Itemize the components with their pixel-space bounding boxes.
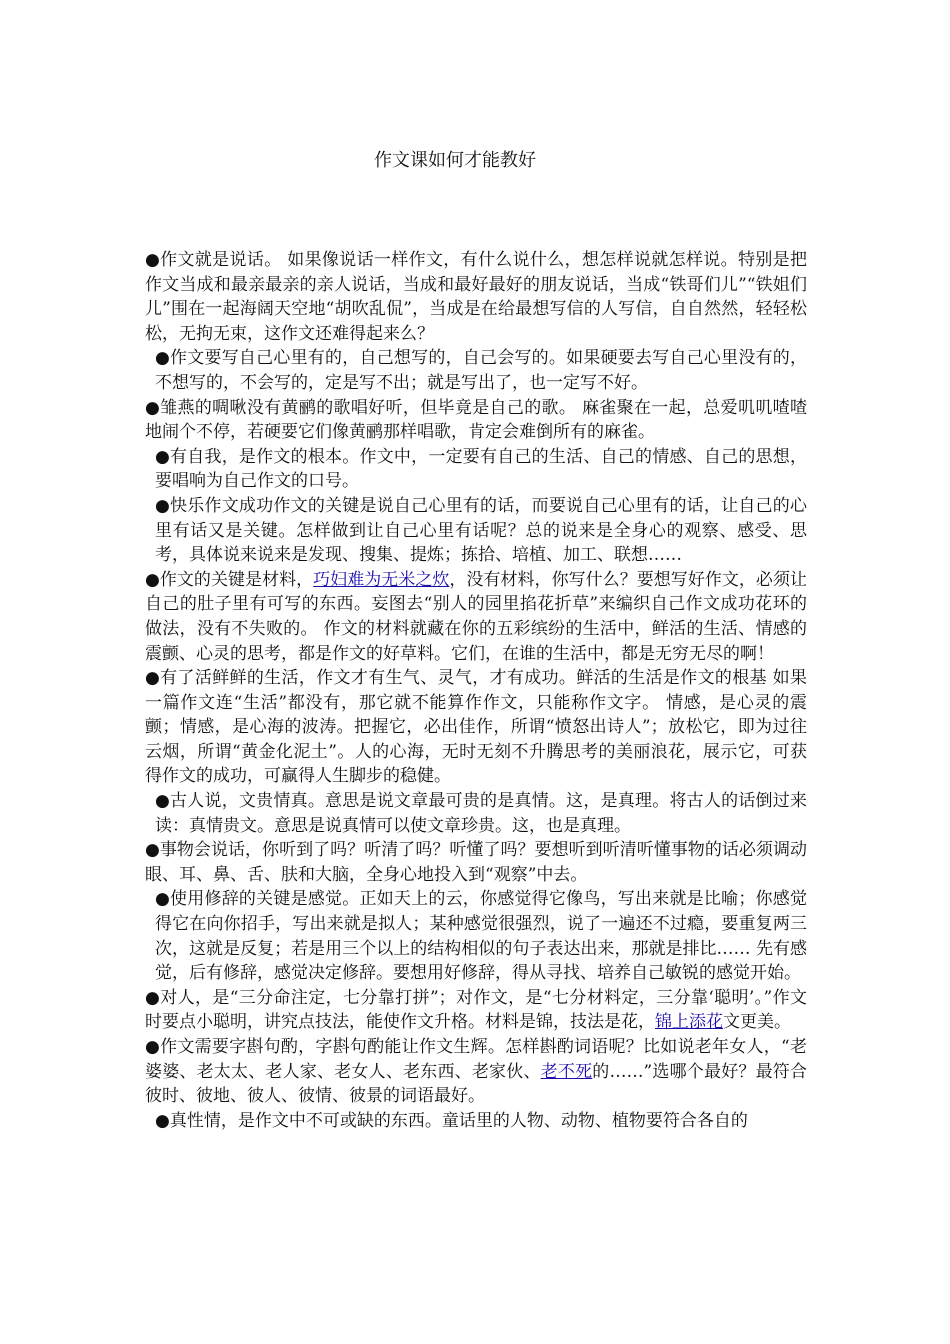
paragraph-12: [145, 1035, 807, 1109]
paragraph-3: ●雏燕的啁啾没有黄鹂的歌唱好听，但毕竟是自己的歌。 麻雀聚在一起，总爱叽叽喳喳地闹个不停，若硬要它们像黄鹂那样唱歌，肯定会难倒所有的麻雀。: [145, 397, 807, 443]
idiom-link-jinshang[interactable]: 锦上添花: [655, 1012, 723, 1033]
paragraph-13: ●真性情，是作文中不可或缺的东西。童话里的人物、动物、植物要符合各自的: [155, 1110, 748, 1131]
paragraph-7: ●有了活鲜鲜的生活，作文才有生气、灵气，才有成功。鲜活的生活是作文的根基 如果一篇作文连“生活”都没有，那它就不能算作作文，只能称作文字。 情感，是心灵的震颤；情感，是心海的波涛。把握它，必出佳作，所谓“愤怒出诗人”；放松它，即为过往云烟，所谓“黄金化泥土”。人的心海，无时无刻不升腾思考的美丽浪花，展示它，可获得作文的成功，可赢得人生脚步的稳健。: [145, 668, 807, 787]
paragraph-11: [145, 986, 807, 1035]
idiom-link-qiaofu[interactable]: 巧妇难为无米之炊: [313, 569, 450, 590]
paragraph-6-pre: ●作文的关键是材料，: [145, 569, 314, 590]
paragraph-2: ●作文要写自己心里有的，自己想写的，自己会写的。如果硬要去写自己心里没有的，不想写的，不会写的，定是写不出；就是写出了，也一定写不好。: [155, 348, 807, 393]
paragraph-12-pre: ●作文需要字斟句酌，字斟句酌能让作文生辉。怎样斟酌词语呢？比如说老年女人，“老婆婆、老太太、老人家、老女人、老东西、老家伙、: [145, 1037, 807, 1082]
paragraph-11-pre: ●对人，是“三分命注定，七分靠打拼”；对作文，是“七分材料定，三分靠‘聪明’。”作文时要点小聪明，讲究点技法，能使作文升格。材料是锦，技法是花，: [145, 987, 807, 1033]
paragraph-8: ●古人说，文贵情真。意思是说文章最可贵的是真情。这，是真理。将古人的话倒过来读：真情贵文。意思是说真情可以使文章珍贵。这，也是真理。: [155, 791, 807, 836]
paragraph-5: ●快乐作文成功作文的关键是说自己心里有的话，而要说自己心里有的话，让自己的心里有话又是关键。怎样做到让自己心里有话呢？总的说来是全身心的观察、感受、思考，具体说来说来是发现、搜集、提炼；拣拾、培植、加工、联想……: [155, 495, 807, 566]
paragraph-10: ●使用修辞的关键是感觉。正如天上的云，你感觉得它像鸟，写出来就是比喻；你感觉得它在向你招手，写出来就是拟人；某种感觉很强烈，说了一遍还不过瘾，要重复两三次，这就是反复；若是用三个以上的结构相似的句子表达出来，那就是排比…… 先有感觉，后有修辞，感觉决定修辞。要想用好修辞，得从寻找、培养自己敏锐的感觉开始。: [155, 889, 807, 984]
paragraph-11-post: 文更美。: [723, 1012, 791, 1033]
paragraph-6: [145, 568, 807, 666]
word-link-laobusi[interactable]: 老不死: [540, 1061, 593, 1082]
paragraph-6-post: ，没有材料，你写什么？要想写好作文，必须让自己的肚子里有可写的东西。妄图去“别人的园里掐花折草”来编织自己作文成功花环的做法，没有不失败的。 作文的材料就藏在你的五彩缤纷的生活中，鲜活的生活、情感的震颤、心灵的思考，都是作文的好草料。它们，在谁的生活中，都是无穷无尽的啊！: [145, 569, 807, 664]
document-title: 作文课如何才能教好: [374, 150, 536, 171]
paragraph-4: ●有自我，是作文的根本。作文中，一定要有自己的生活、自己的情感、自己的思想，要唱响为自己作文的口号。: [155, 446, 807, 492]
document-body: [145, 248, 807, 1133]
paragraph-12-post: 的……”选哪个最好？最符合彼时、彼地、彼人、彼情、彼景的词语最好。: [145, 1061, 807, 1107]
paragraph-1: ●作文就是说话。 如果像说话一样作文，有什么说什么，想怎样说就怎样说。特别是把作文当成和最亲最亲的亲人说话，当成和最好最好的朋友说话，当成“铁哥们儿”“铁姐们儿”围在一起海阔天空地“胡吹乱侃”，当成是在给最想写信的人写信，自自然然，轻轻松松，无拘无束，这作文还难得起来么？: [145, 250, 807, 344]
paragraph-9: ●事物会说话，你听到了吗？听清了吗？听懂了吗？要想听到听清听懂事物的话必须调动眼、耳、鼻、舌、肤和大脑，全身心地投入到“观察”中去。: [145, 840, 807, 885]
